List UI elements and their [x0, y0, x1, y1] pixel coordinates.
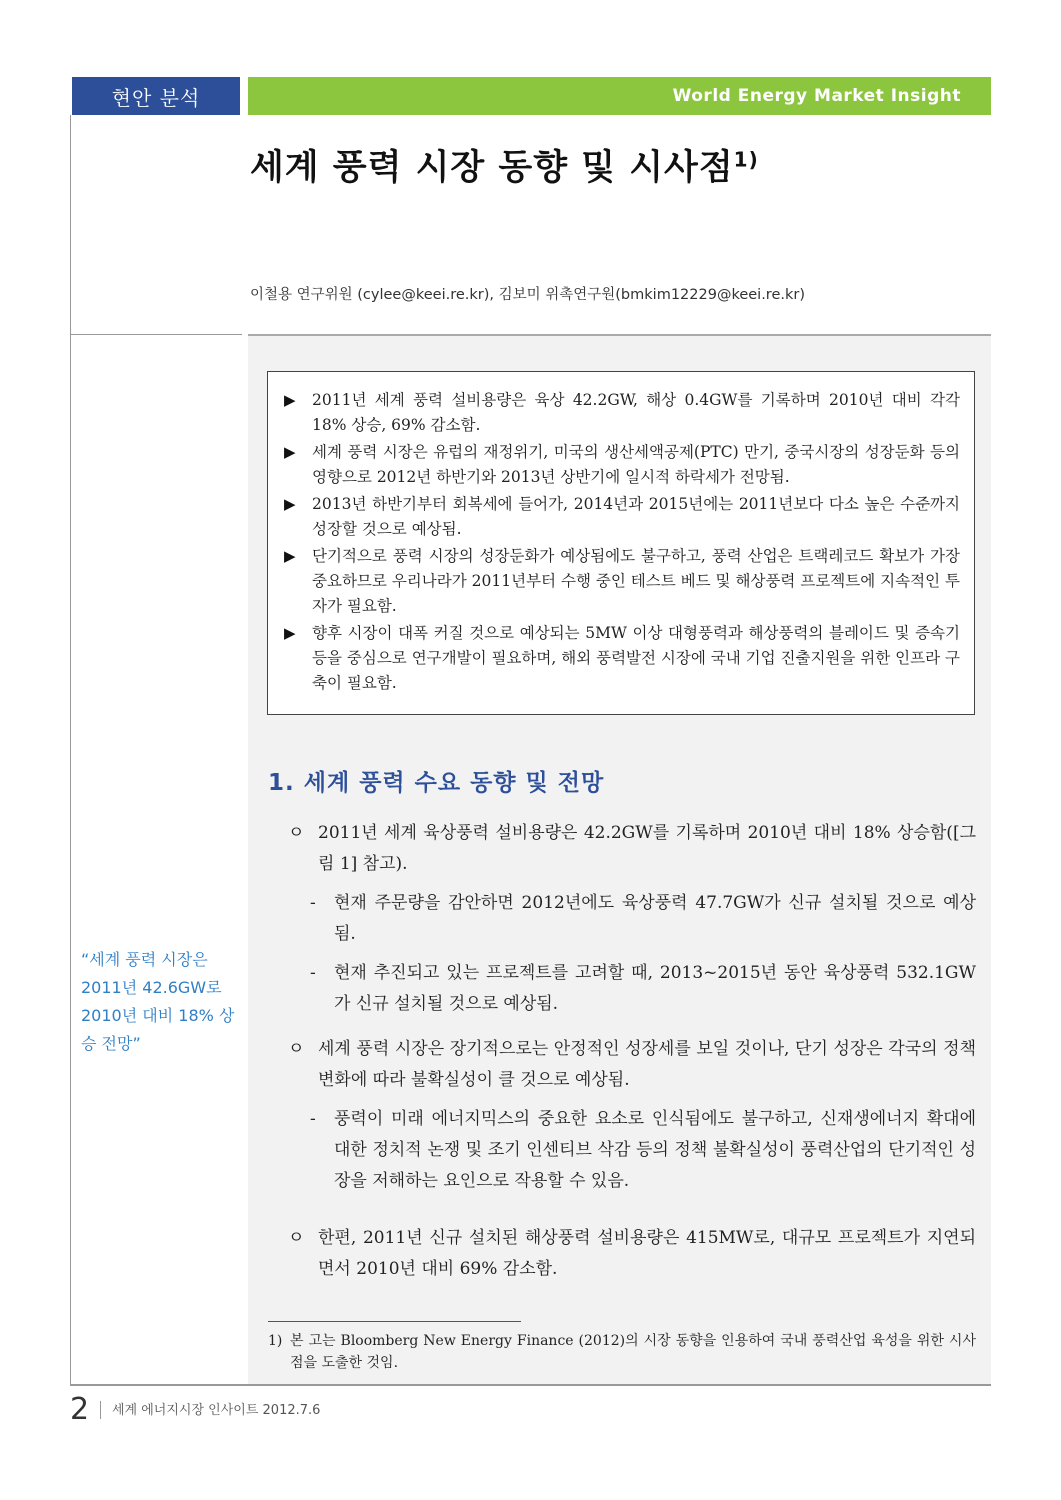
bullet-arrow-icon: ▶ — [284, 443, 296, 461]
paragraph-text: 2011년 세계 육상풍력 설비용량은 42.2GW를 기록하며 2010년 대비 18% 상승함([그림 1] 참고). — [318, 823, 976, 874]
paragraph — [288, 818, 976, 880]
sub-paragraph-text: 풍력이 미래 에너지믹스의 중요한 요소로 인식됨에도 불구하고, 신재생에너지 확대에 대한 정치적 논쟁 및 조기 인센티브 삭감 등의 정책 불확실성이 풍력산업의 단기적인 성장을 저해하는 요인으로 작용할 수 있음. — [334, 1109, 976, 1191]
bullet-arrow-icon: ▶ — [284, 547, 296, 565]
summary-item — [284, 544, 960, 619]
circle-bullet-icon: ㅇ — [288, 1039, 305, 1059]
summary-item — [284, 492, 960, 542]
bullet-arrow-icon: ▶ — [284, 391, 296, 409]
sub-paragraph — [310, 1104, 976, 1197]
footnote-rule — [268, 1321, 521, 1322]
dash-bullet-icon: - — [310, 1109, 316, 1129]
circle-bullet-icon: ㅇ — [288, 823, 305, 843]
page-number: 2 — [70, 1392, 90, 1427]
summary-item — [284, 440, 960, 490]
paragraph-text: 한편, 2011년 신규 설치된 해상풍력 설비용량은 415MW로, 대규모 프로젝트가 지연되면서 2010년 대비 69% 감소함. — [318, 1228, 976, 1279]
summary-text: 2011년 세계 풍력 설비용량은 육상 42.2GW, 해상 0.4GW를 기록하며 2010년 대비 각각 18% 상승, 69% 감소함. — [312, 391, 960, 434]
publication-info: 세계 에너지시장 인사이트 2012.7.6 — [112, 1403, 321, 1418]
summary-item — [284, 388, 960, 438]
summary-text: 2013년 하반기부터 회복세에 들어가, 2014년과 2015년에는 2011년보다 다소 높은 수준까지 성장할 것으로 예상됨. — [312, 495, 960, 538]
footer-separator — [100, 1401, 101, 1419]
title-text: 세계 풍력 시장 동향 및 시사점 — [250, 148, 734, 188]
dash-bullet-icon: - — [310, 963, 316, 983]
left-rule — [70, 115, 71, 1385]
summary-text: 단기적으로 풍력 시장의 성장둔화가 예상됨에도 불구하고, 풍력 산업은 트랙레코드 확보가 가장 중요하므로 우리나라가 2011년부터 수행 중인 테스트 베드 및 해상풍력 프로젝트에 지속적인 투자가 필요함. — [312, 547, 960, 615]
series-banner: World Energy Market Insight — [248, 77, 991, 115]
section-title: 1. 세계 풍력 수요 동향 및 전망 — [268, 770, 605, 796]
dash-bullet-icon: - — [310, 893, 316, 913]
paragraph — [288, 1034, 976, 1096]
footnote — [268, 1330, 976, 1374]
sub-paragraph — [310, 958, 976, 1020]
summary-text: 향후 시장이 대폭 커질 것으로 예상되는 5MW 이상 대형풍력과 해상풍력의 블레이드 및 증속기 등을 중심으로 연구개발이 필요하며, 해외 풍력발전 시장에 국내 기업 진출지원을 위한 인프라 구축이 필요함. — [312, 624, 961, 692]
summary-box — [267, 371, 975, 715]
footnote-text: 본 고는 Bloomberg New Energy Finance (2012)의 시장 동향을 인용하여 국내 풍력산업 육성을 위한 시사점을 도출한 것임. — [290, 1333, 976, 1371]
section-body — [288, 818, 976, 1285]
bullet-arrow-icon: ▶ — [284, 495, 296, 513]
sub-paragraph-text: 현재 주문량을 감안하면 2012년에도 육상풍력 47.7GW가 신규 설치될 것으로 예상됨. — [334, 893, 976, 944]
title-footnote-ref: 1) — [733, 147, 759, 172]
paragraph — [288, 1223, 976, 1285]
article-authors: 이철용 연구위원 (cylee@keei.re.kr), 김보미 위촉연구원(bmkim12229@keei.re.kr) — [250, 287, 805, 303]
category-tag: 현안 분석 — [72, 77, 240, 115]
sidebar-pull-quote: “세계 풍력 시장은 2011년 42.6GW로 2010년 대비 18% 상승 전망” — [81, 950, 235, 1053]
summary-text: 세계 풍력 시장은 유럽의 재정위기, 미국의 생산세액공제(PTC) 만기, 중국시장의 성장둔화 등의 영향으로 2012년 하반기와 2013년 상반기에 일시적 하락세가 전망됨. — [312, 443, 960, 486]
footnote-mark: 1) — [268, 1333, 283, 1349]
sidebar-divider — [70, 334, 242, 335]
summary-item — [284, 621, 960, 696]
circle-bullet-icon: ㅇ — [288, 1228, 305, 1248]
sub-paragraph — [310, 888, 976, 950]
article-title — [250, 140, 759, 190]
paragraph-text: 세계 풍력 시장은 장기적으로는 안정적인 성장세를 보일 것이나, 단기 성장은 각국의 정책 변화에 따라 불확실성이 클 것으로 예상됨. — [318, 1039, 976, 1090]
bullet-arrow-icon: ▶ — [284, 624, 296, 642]
sub-paragraph-text: 현재 추진되고 있는 프로젝트를 고려할 때, 2013~2015년 동안 육상풍력 532.1GW가 신규 설치될 것으로 예상됨. — [334, 963, 976, 1014]
footer-divider — [70, 1384, 991, 1386]
